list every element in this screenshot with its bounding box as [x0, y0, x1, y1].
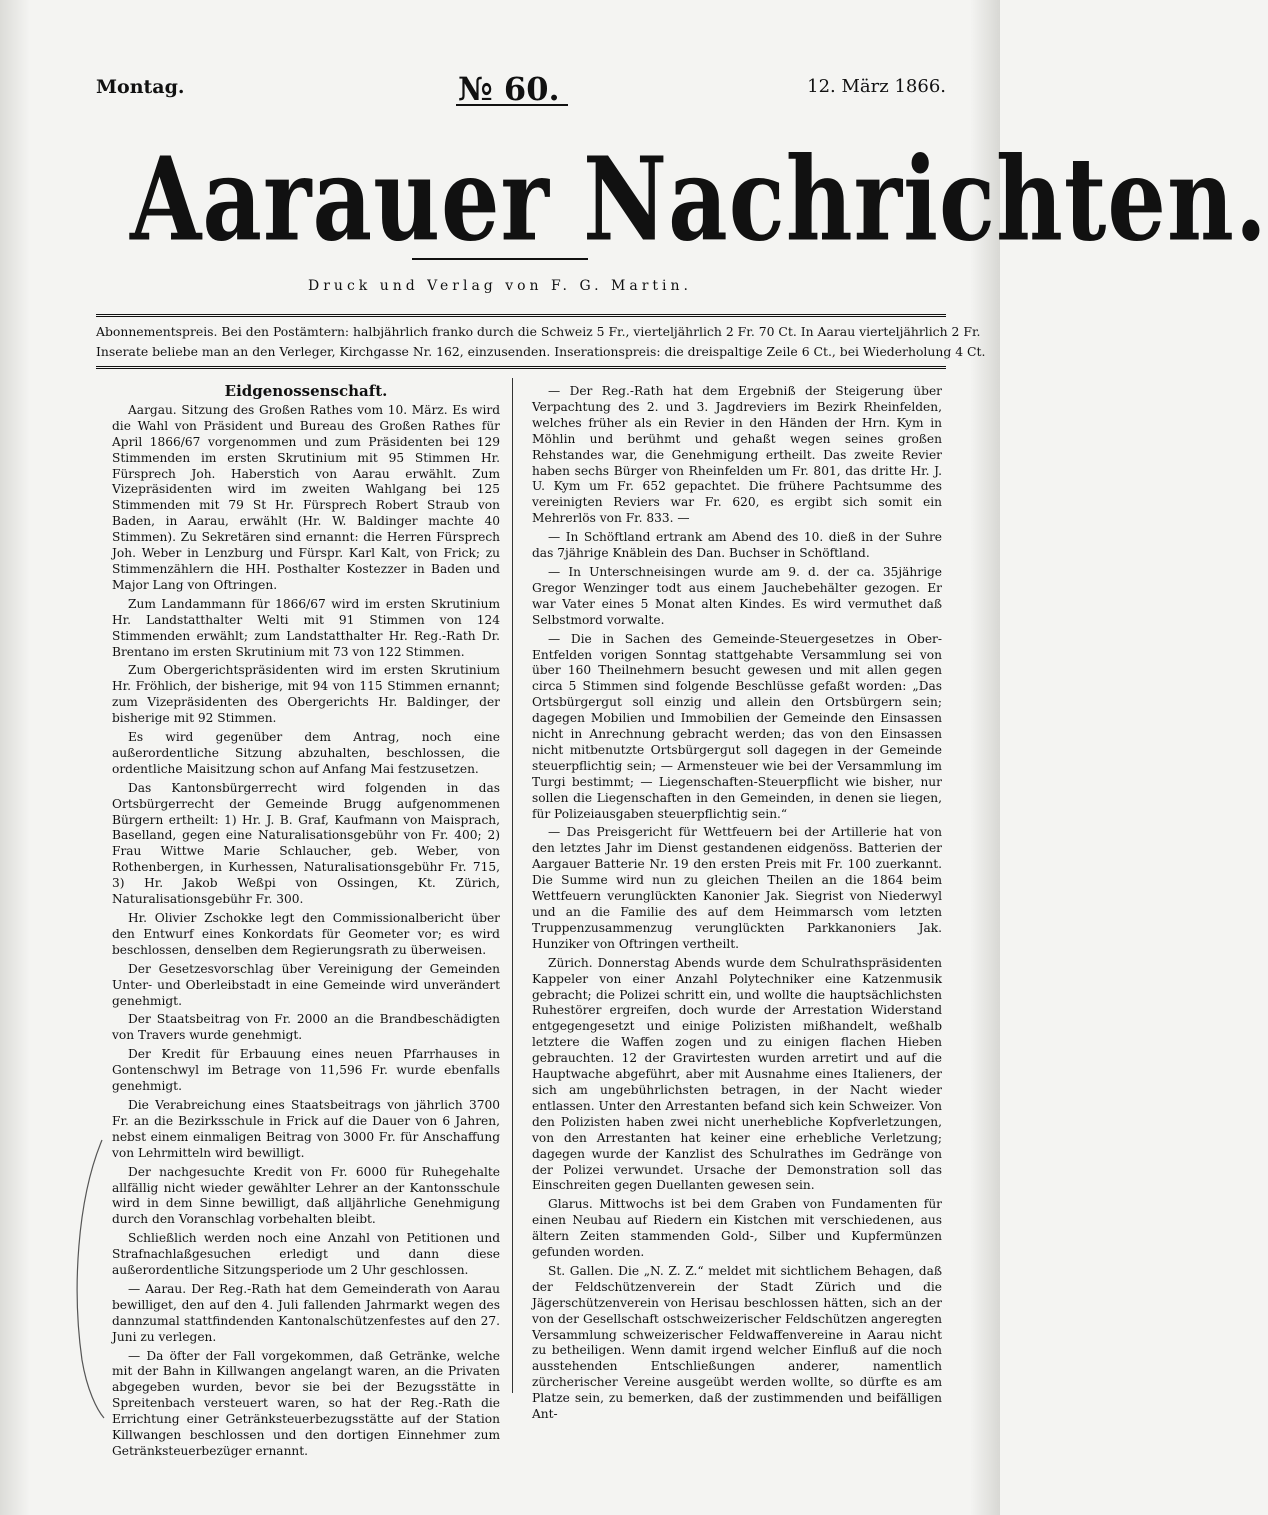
article-paragraph: Der nachgesuchte Kredit von Fr. 6000 für Ruhegehalte allfällig nicht wieder gewählter Lehrer an der Kantonsschule wird in dem Sinne bewilligt, daß alljährliche Genehmigung durch den Voranschlag vorbehalten bleibt. — [112, 1164, 500, 1227]
article-paragraph: Es wird gegenüber dem Antrag, noch eine außerordentliche Sitzung abzuhalten, beschlossen, die ordentliche Maisitzung schon auf Anfang Mai festzusetzen. — [112, 730, 500, 776]
right-column — [532, 384, 942, 1426]
article-paragraph: Glarus. Mittwochs ist bei dem Graben von Fundamenten für einen Neubau auf Riedern ein Kistchen mit verschiedenen, aus ältern Zeiten stammenden Gold-, Silber und Kupfermünzen gefunden worden. — [532, 1197, 942, 1260]
article-paragraph: — Aarau. Der Reg.-Rath hat dem Gemeinderath von Aarau bewilliget, den auf den 4. Juli fallenden Jahrmarkt wegen des dannzumal stattfindenden Kantonalschützenfestes auf den 27. Juni zu verlegen. — [112, 1281, 500, 1344]
article-paragraph: Zum Landammann für 1866/67 wird im ersten Skrutinium Hr. Landstatthalter Welti mit 91 Stimmen von 124 Stimmenden erwählt; zum Landstatthalter Hr. Reg.-Rath Dr. Brentano im ersten Skrutinium mit 73 von 122 Stimmen. — [112, 596, 500, 659]
section-title: Eidgenossenschaft. — [224, 382, 388, 400]
issue-date: 12. März 1866. — [807, 76, 946, 97]
article-paragraph: — Der Reg.-Rath hat dem Ergebniß der Steigerung über Verpachtung des 2. und 3. Jagdreviers im Bezirk Rheinfelden, welches früher als ein Revier in den Händen der Hrn. Kym in Möhlin und berühmt und gehaßt wegen seines großen Rehstandes war, die Genehmigung ertheilt. Das zweite Revier haben sechs Bürger von Rheinfelden um Fr. 801, das dritte Hr. J. U. Kym um Fr. 652 gepachtet. Die frühere Pachtsumme des vereinigten Reviers war Fr. 620, es ergibt sich somit ein Mehrerlös von Fr. 833. — — [532, 384, 942, 526]
issue-underline — [456, 104, 568, 106]
article-paragraph: Hr. Olivier Zschokke legt den Commissionalbericht über den Entwurf eines Konkordats für Geometer vor; es wird beschlossen, denselben dem Regierungsrath zu überweisen. — [112, 911, 500, 957]
article-paragraph: — In Schöftland ertrank am Abend des 10. dieß in der Suhre das 7jährige Knäblein des Dan. Buchser in Schöftland. — [532, 530, 942, 561]
ink-curl-mark — [72, 1140, 112, 1420]
article-paragraph: Schließlich werden noch eine Anzahl von Petitionen und Strafnachlaßgesuchen erledigt und dann diese außerordentliche Sitzungsperiode um 2 Uhr geschlossen. — [112, 1231, 500, 1278]
article-paragraph: — Das Preisgericht für Wettfeuern bei der Artillerie hat von den letztes Jahr im Dienst gestandenen eidgenöss. Batterien der Aargauer Batterie Nr. 19 den ersten Preis mit Fr. 100 zuerkannt. Die Summe wird nun zu gleichen Theilen an die 1864 beim Wettfeuern verunglückten Kanonier Jak. Siegrist von Niederwyl und an die Familie des auf dem Heimmarsch vom letzten Truppenzusammenzug verunglückten Parkkanoniers Jak. Hunziker von Oftringen vertheilt. — [532, 825, 942, 951]
masthead-rule — [412, 258, 588, 260]
article-paragraph: Zürich. Donnerstag Abends wurde dem Schulrathspräsidenten Kappeler von einer Anzahl Polytechniker eine Katzenmusik gebracht; die Polizei schritt ein, und wollte die hauptsächlichsten Ruhestörer ergreifen, doch wurde der Arrestation Widerstand entgegengesetzt und einige Polizisten mißhandelt, weßhalb letztere die Waffen zogen und zu einigen flachen Hieben gebrauchten. 12 der Gravirtesten wurden arretirt und auf die Hauptwache abgeführt, aber mit Ausnahme eines Italieners, der sich am ungebührlichsten betragen, in der Nacht wieder entlassen. Unter den Arrestanten befand sich kein Schweizer. Von den Polizisten haben zwei nicht unerhebliche Kopfverletzungen, von den Arrestanten hat keiner eine erhebliche Verletzung; dagegen wurde der Kanzlist des Schulrathes im Gedränge von der Polizei verwundet. Ursache der Demonstration soll das Einschreiten gegen Duellanten gewesen sein. — [532, 955, 942, 1193]
article-paragraph: — In Unterschneisingen wurde am 9. d. der ca. 35jährige Gregor Wenzinger todt aus einem Jauchebehälter gezogen. Er war Vater eines 5 Monat alten Kindes. Es wird vermuthet daß Selbstmord vorwalte. — [532, 564, 942, 627]
weekday: Montag. — [96, 76, 185, 98]
rule-bottom — [96, 366, 946, 369]
article-paragraph: St. Gallen. Die „N. Z. Z.“ meldet mit sichtlichem Behagen, daß der Feldschützenverein der Stadt Zürich und die Jägerschützenverein von Herisau beschlossen hätten, sich an der von der Gesellschaft ostschweizerischer Feldschützen angeregten Versammlung schweizerischer Feldwaffenvereine in Aarau nicht zu betheiligen. Wenn damit irgend welcher Einfluß auf die noch ausstehenden Entschließungen anderer, namentlich zürcherischer Vereine ausgeübt werden wollte, so dürfte es am Platze sein, zu bemerken, daß der zustimmenden und beifälligen Ant- — [532, 1263, 942, 1422]
article-paragraph: Der Gesetzesvorschlag über Vereinigung der Gemeinden Unter- und Oberleibstadt in eine Gemeinde wird unverändert genehmigt. — [112, 961, 500, 1008]
subscription-line-2: Inserate beliebe man an den Verleger, Kirchgasse Nr. 162, einzusenden. Inserationspreis: die dreispaltige Zeile 6 Ct., bei Wiederholung 4 Ct. — [96, 344, 986, 359]
article-paragraph: Die Verabreichung eines Staatsbeitrags von jährlich 3700 Fr. an die Bezirksschule in Frick auf die Dauer von 6 Jahren, nebst einem einmaligen Beitrag von 3000 Fr. für Anschaffung von Lehrmitteln wird bewilligt. — [112, 1097, 500, 1160]
article-paragraph: Zum Obergerichtspräsidenten wird im ersten Skrutinium Hr. Fröhlich, der bisherige, mit 94 von 115 Stimmen ernannt; zum Vizepräsidenten des Obergerichts Hr. Baldinger, der bisherige mit 92 Stimmen. — [112, 663, 500, 726]
subscription-line-1: Abonnementspreis. Bei den Postämtern: halbjährlich franko durch die Schweiz 5 Fr., vierteljährlich 2 Fr. 70 Ct. In Aarau vierteljährlich 2 Fr. — [96, 324, 981, 339]
rule-top — [96, 314, 946, 317]
subscription-info — [96, 322, 986, 362]
article-paragraph: Das Kantonsbürgerrecht wird folgenden in das Ortsbürgerrecht der Gemeinde Brugg aufgenommenen Bürgern ertheilt: 1) Hr. J. B. Graf, Kaufmann von Maisprach, Baselland, gegen eine Naturalisationsgebühr von Fr. 400; 2) Frau Wittwe Marie Schlaucher, geb. Weber, von Rothenbergen, in Kurhessen, Naturalisationsgebühr Fr. 715, 3) Hr. Jakob Weßpi von Ossingen, Kt. Zürich, Naturalisationsgebühr Fr. 300. — [112, 780, 500, 907]
header-bar — [96, 70, 946, 110]
article-paragraph: — Die in Sachen des Gemeinde-Steuergesetzes in Ober-Entfelden vorigen Sonntag stattgehabte Versammlung sei von über 160 Theilnehmern besucht gewesen und mit allen gegen circa 5 Stimmen sind folgende Beschlüsse gefaßt worden: „Das Ortsbürgergut soll einzig und allein den Ortsbürgern sein; dagegen Mobilien und Immobilien der Gemeinde den Einsassen nicht in Anrechnung gebracht werden; das von den Einsassen nicht mitbenutzte Ortsbürgergut soll dagegen in der Gemeinde steuerpflichtig sein; — Armensteuer wie bei der Versammlung im Turgi bestimmt; — Liegenschaften-Steuerpflicht wie bisher, nur sollen die Liegenschaften in den Gemeinden, in denen sie liegen, für Polizeiausgaben steuerpflichtig sein.“ — [532, 631, 942, 821]
article-paragraph: Aargau. Sitzung des Großen Rathes vom 10. März. Es wird die Wahl von Präsident und Bureau des Großen Rathes für April 1866/67 vorgenommen und zum Präsidenten bei 129 Stimmenden im ersten Skrutinium mit 95 Stimmen Hr. Fürsprech Joh. Haberstich von Aarau erwählt. Zum Vizepräsidenten wird im zweiten Wahlgang bei 125 Stimmenden mit 79 St Hr. Fürsprech Robert Straub von Baden, in Aarau, erwählt (Hr. W. Baldinger machte 40 Stimmen). Zu Sekretären sind ernannt: die Herren Fürsprech Joh. Weber in Lenzburg und Fürspr. Karl Kalt, von Frick; zu Stimmenzählern die HH. Posthalter Kostezzer in Baden und Major Lang von Oftringen. — [112, 402, 500, 592]
left-column — [112, 384, 500, 1463]
article-paragraph: Der Kredit für Erbauung eines neuen Pfarrhauses in Gontenschwyl im Betrage von 11,596 Fr. wurde ebenfalls genehmigt. — [112, 1047, 500, 1094]
publisher-line: Druck und Verlag von F. G. Martin. — [308, 278, 692, 294]
issue-number: № 60. — [458, 70, 560, 108]
column-divider — [512, 378, 513, 1393]
masthead-title: Aarauer Nachrichten. — [130, 131, 1268, 267]
article-paragraph: Der Staatsbeitrag von Fr. 2000 an die Brandbeschädigten von Travers wurde genehmigt. — [112, 1012, 500, 1043]
article-paragraph: — Da öfter der Fall vorgekommen, daß Getränke, welche mit der Bahn in Killwangen angelangt waren, an die Privaten abgegeben wurden, bevor sie bei der Bezugsstätte in Spreitenbach versteuert waren, so hat der Reg.-Rath die Errichtung einer Getränksteuerbezugsstätte auf der Station Killwangen beschlossen und den dortigen Einnehmer zum Getränksteuerbezüger ernannt. — [112, 1348, 500, 1458]
